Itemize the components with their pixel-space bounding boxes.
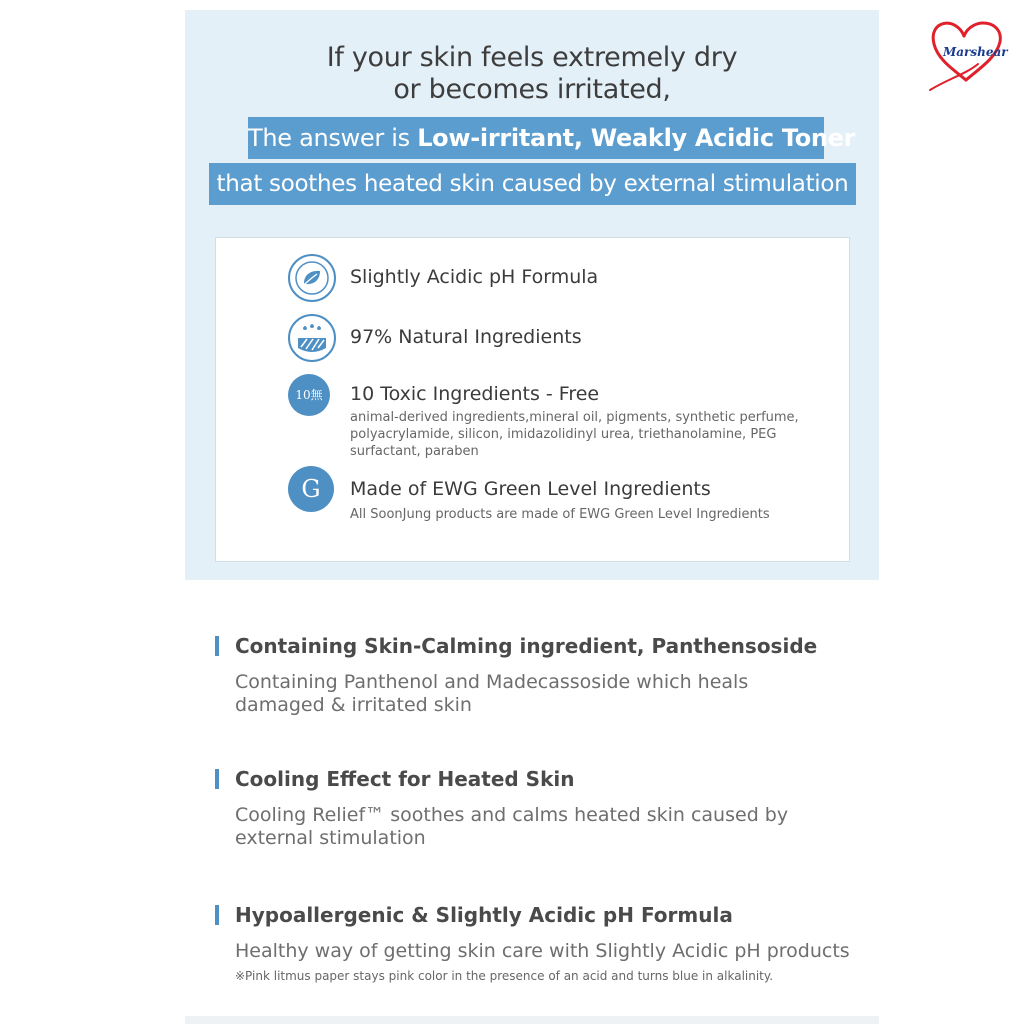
section-title: Hypoallergenic & Slightly Acidic pH Formula [235, 903, 733, 927]
section-note: ※Pink litmus paper stays pink color in the presence of an acid and turns blue in alkalinity. [235, 969, 774, 983]
section-bar [215, 636, 219, 656]
answer-banner [248, 117, 856, 159]
feature-title: 97% Natural Ingredients [350, 326, 582, 348]
headline-line-1: If your skin feels extremely dry [326, 42, 738, 73]
feature-title: 10 Toxic Ingredients - Free [350, 383, 600, 405]
brand-name: Marshear [943, 45, 1008, 59]
feature-subtitle: animal-derived ingredients,mineral oil, pigments, synthetic perfume, polyacrylamide, silicon, imidazolidinyl urea, triethanolamine, PEG surfactant, paraben [350, 410, 799, 459]
section-body: Healthy way of getting skin care with Slightly Acidic pH products [235, 940, 850, 962]
feature-title: Slightly Acidic pH Formula [350, 266, 599, 288]
water-drops-icon [288, 314, 336, 362]
section-body: Cooling Relief™ soothes and calms heated skin caused by external stimulation [235, 804, 789, 849]
answer-banner-emphasis: Low-irritant, Weakly Acidic Toner [417, 124, 856, 152]
section-body: Containing Panthenol and Madecassoside which heals damaged & irritated skin [235, 671, 749, 716]
leaf-icon [288, 254, 336, 302]
headline [185, 42, 879, 106]
bottom-image-edge [185, 1016, 879, 1024]
feature-title: Made of EWG Green Level Ingredients [350, 478, 711, 500]
section-title: Cooling Effect for Heated Skin [235, 767, 575, 791]
section-bar [215, 769, 219, 789]
feature-subtitle: All SoonJung products are made of EWG Green Level Ingredients [350, 507, 770, 522]
answer-banner-prefix: The answer is [248, 124, 418, 152]
ten-free-badge-icon: 10無 [288, 374, 330, 416]
g-badge-icon: G [288, 466, 334, 512]
headline-line-2: or becomes irritated, [393, 74, 671, 105]
section-bar [215, 905, 219, 925]
soothes-banner: that soothes heated skin caused by external stimulation [209, 163, 856, 205]
section-title: Containing Skin-Calming ingredient, Panthensoside [235, 634, 818, 658]
